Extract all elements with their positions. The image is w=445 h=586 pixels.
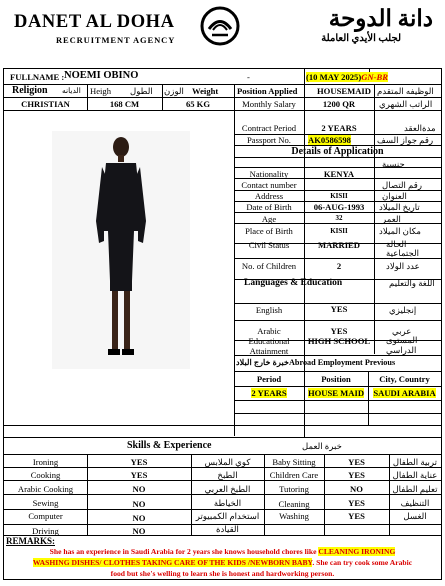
skills-heading-ar: خبرة العمل	[302, 441, 342, 451]
pob-label: Place of Birth	[245, 226, 293, 236]
abroad-period	[234, 388, 304, 398]
age-ar: العمر	[382, 214, 401, 224]
languages-heading-ar: اللغة والتعليم	[389, 278, 435, 288]
skill-babysitting-value: YES	[348, 457, 365, 467]
dob-ar: تاريخ الميلاد	[379, 202, 420, 212]
details-heading: Details of Application	[291, 146, 384, 157]
skill-childcare-ar: عناية الطفال	[392, 470, 438, 480]
skill-driving-value: NO	[132, 526, 146, 536]
dob-value: 06-AUG-1993	[313, 202, 365, 212]
civil-status-label: Civil Status	[248, 240, 290, 250]
abroad-position-value: HOUSE MAID	[307, 388, 365, 398]
skill-washing-label: Washing	[279, 511, 309, 521]
position-value: HOUSEMAID	[317, 86, 371, 96]
address-ar: العنوان	[382, 191, 407, 201]
children-label: No. of Children	[241, 261, 297, 271]
religion-ar: الديانه	[62, 86, 81, 95]
skill-washing-ar: الغسل	[403, 511, 427, 521]
education-label: Educational Attainment	[248, 336, 290, 356]
fullname-label: FULLNAME :	[10, 72, 65, 82]
skill-tutoring-value: NO	[350, 484, 363, 494]
nationality-ar: جنسية	[382, 159, 405, 169]
english-ar: إنجليزي	[389, 305, 417, 315]
skill-sewing-value: NO	[132, 499, 146, 509]
arabic-ar: عربي	[392, 326, 412, 336]
age-label: Age	[261, 214, 277, 224]
abroad-col-period: Period	[256, 374, 282, 384]
pob-value: KISII	[330, 227, 348, 235]
position-label: Position Applied	[237, 86, 298, 96]
height-label: Heigh	[90, 86, 112, 96]
remarks-line-1-text: She has an experience in Saudi Arabia for 2 years she knows household chores like	[49, 547, 319, 556]
languages-heading: Languages & Education	[244, 278, 343, 288]
skill-tutoring-label: Tutoring	[279, 484, 309, 494]
skill-childcare-value: YES	[348, 470, 365, 480]
abroad-country-value: SAUDI ARABIA	[373, 388, 436, 398]
dob-label: Date of Birth	[246, 202, 292, 212]
applicant-photo	[52, 131, 190, 369]
skill-driving-label: Driving	[32, 526, 59, 536]
skill-arabic-cooking-value: NO	[132, 484, 146, 494]
contract-period-label: Contract Period	[241, 123, 297, 133]
agency-subtitle-en: RECRUITMENT AGENCY	[56, 35, 176, 45]
skill-computer-label: Computer	[28, 511, 63, 521]
skill-ironing-label: Ironing	[32, 457, 59, 467]
nationality-value: KENYA	[323, 169, 355, 179]
agency-name-en: DANET AL DOHA	[14, 12, 175, 32]
remarks-line-1	[4, 547, 441, 557]
religion-label: Religion	[12, 85, 48, 96]
remarks-line-1-highlight: CLEANING IRONING	[318, 547, 396, 556]
pob-ar: مكان الميلاد	[379, 226, 421, 236]
abroad-col-position: Position	[321, 374, 351, 384]
english-label: English	[255, 305, 283, 315]
religion-value: CHRISTIAN	[21, 99, 70, 109]
skill-ironing-ar: كوي الملابس	[204, 457, 251, 467]
abroad-country	[368, 388, 441, 398]
education-ar: المستوى الدراسي	[386, 335, 418, 355]
children-ar: عدد الولاد	[386, 261, 420, 271]
remarks-line-2-highlight: WASHING DISHES/ CLOTHES TAKING CARE OF THE KIDS /NEWBORN BABY	[32, 558, 313, 567]
skills-heading: Skills & Experience	[127, 440, 212, 451]
passport-ar: رقم جواز السف	[377, 135, 434, 145]
children-value: 2	[336, 261, 342, 271]
skill-washing-value: YES	[348, 511, 365, 521]
application-code: GN-BR	[361, 72, 388, 82]
skill-sewing-label: Sewing	[32, 498, 59, 508]
salary-value: 1200 QR	[322, 99, 356, 109]
application-sheet	[3, 68, 442, 580]
skill-computer-value: NO	[132, 513, 146, 523]
skill-cleaning-label: Cleaning	[278, 499, 310, 509]
salary-label: Monthly Salary	[242, 99, 296, 109]
passport-label: Passport No.	[247, 135, 291, 145]
skill-ironing-value: YES	[130, 457, 148, 467]
remarks-line-3: food but she's welling to learn she is honest and hardworking person.	[110, 569, 335, 578]
passport-value	[308, 135, 351, 145]
english-value: YES	[330, 304, 348, 314]
skill-sewing-ar: الخياطة	[213, 498, 242, 508]
agency-header	[0, 0, 445, 66]
application-date: (10 MAY 2025)	[306, 72, 362, 82]
agency-subtitle-ar: لجلب الأيدي العاملة	[321, 33, 401, 44]
agency-emblem-icon	[200, 6, 240, 46]
civil-status-value: MARRIED	[317, 240, 360, 250]
header-date-code	[306, 72, 388, 82]
contract-period-ar: مدةالعقد	[404, 123, 436, 133]
skill-cooking-ar: الطبخ	[217, 470, 238, 480]
agency-name-ar: دانة الدوحة	[328, 6, 433, 31]
skill-driving-ar: القيادة	[216, 524, 239, 534]
education-value: HIGH SCHOOL	[307, 336, 371, 346]
remarks-line-2	[4, 558, 441, 568]
fullname-value: NOEMI OBINO	[64, 70, 139, 81]
remarks-line-2-text: . She can try cook some Arabic	[312, 558, 413, 567]
civil-status-ar: الحالة الجتماعية	[386, 239, 420, 258]
header-dash: -	[247, 72, 250, 82]
contact-label: Contact number	[241, 180, 297, 190]
height-value: 168 CM	[109, 99, 140, 109]
skill-cleaning-value: YES	[348, 498, 365, 508]
skill-babysitting-label: Baby Sitting	[272, 457, 316, 467]
skill-tutoring-ar: تعليم الطفال	[392, 484, 438, 494]
address-value: KISII	[330, 192, 348, 200]
skill-cleaning-ar: التنظيف	[400, 498, 430, 508]
salary-ar: الراتب الشهري	[379, 99, 433, 109]
address-label: Address	[254, 191, 284, 201]
contract-period-value: 2 YEARS	[321, 123, 357, 133]
abroad-col-country: City, Country	[379, 374, 430, 384]
skill-computer-ar: استخدام الكمبيوتر	[195, 511, 260, 521]
contact-ar: رقم التصال	[382, 180, 423, 190]
height-ar: الطول	[130, 86, 153, 96]
passport-number: AK0586598	[308, 135, 351, 145]
abroad-heading	[236, 358, 395, 368]
skill-arabic-cooking-label: Arabic Cooking	[17, 484, 74, 494]
remarks-label: REMARKS:	[6, 536, 55, 546]
abroad-period-value: 2 YEARS	[251, 388, 287, 398]
arabic-label: Arabic	[257, 326, 281, 336]
nationality-label: Nationality	[249, 169, 289, 179]
arabic-value: YES	[330, 326, 348, 336]
skill-childcare-label: Children Care	[269, 470, 319, 480]
age-value: 32	[335, 214, 343, 222]
abroad-position	[304, 388, 368, 398]
position-ar: الوظيفه المتقدم	[377, 86, 434, 96]
abroad-heading-en: Abroad Employment Previous	[289, 358, 396, 367]
skill-babysitting-ar: تربية الطفال	[392, 457, 438, 467]
weight-value: 65 KG	[185, 99, 211, 109]
skill-cooking-label: Cooking	[30, 470, 61, 480]
weight-ar: الوزن	[164, 86, 184, 96]
skill-arabic-cooking-ar: الطبخ العربي	[204, 484, 251, 494]
weight-label: Weight	[192, 86, 219, 96]
skill-cooking-value: YES	[130, 470, 148, 480]
abroad-heading-ar: خبرة خارج البلاد	[236, 358, 289, 367]
